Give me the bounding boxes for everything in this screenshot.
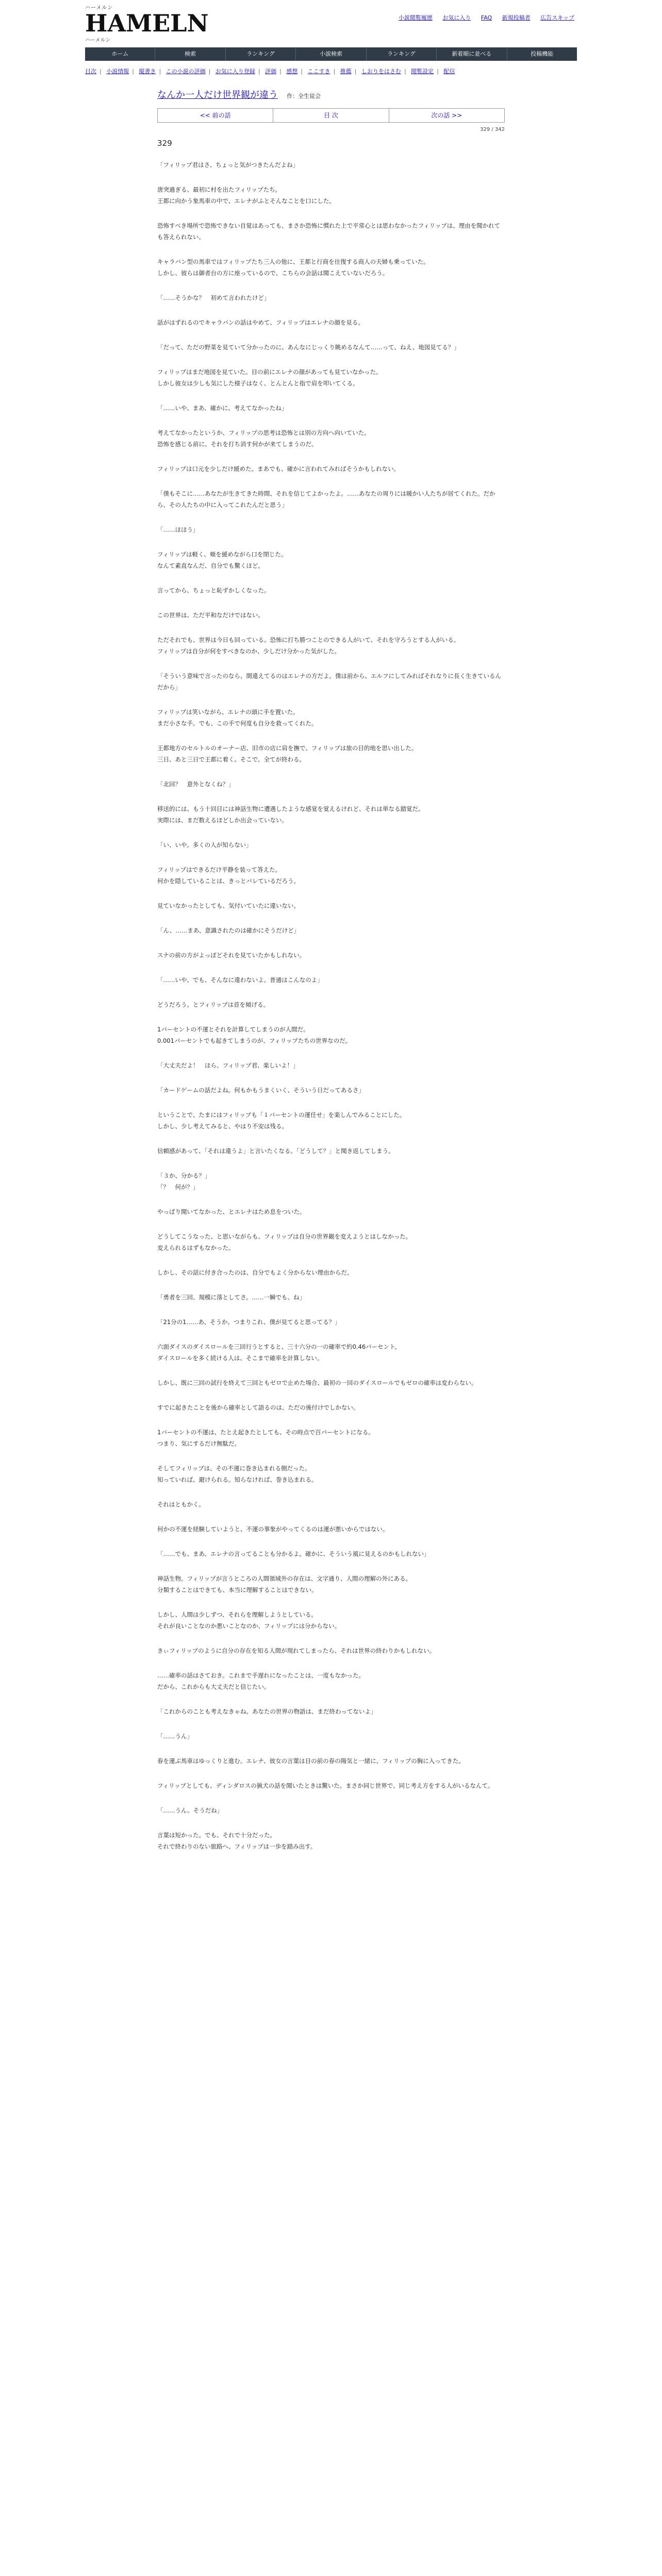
body-paragraph: ただそれでも、世界は今日も回っている。恐怖に打ち勝つことのできる人がいて、それを守ろうとする人がいる。 フィリップは自分が何をすべきなのか、少しだけ分かった気がした。 xyxy=(157,636,460,655)
body-paragraph: どうだろう。とフィリップは首を傾げる。 xyxy=(157,1001,270,1008)
body-paragraph: 見ていなかったとしても、気付いていたに違いない。 xyxy=(157,902,300,909)
body-paragraph: 「……でも、まあ、エレナの言ってることも分かるよ。確かに、そういう風に見えるのかもしれない」 xyxy=(157,1550,430,1557)
prev-episode-link[interactable]: << 前の話 xyxy=(158,109,273,122)
body-paragraph: 話がはずれるのでキャラバンの話はやめて、フィリップはエレナの顔を見る。 xyxy=(157,319,364,326)
logo-footer: ハーメルン xyxy=(85,38,111,43)
body-paragraph: フィリップは軽く、頬を緩めながら口を閉じた。 なんて素直なんだ、自分でも驚くほど。 xyxy=(157,551,287,569)
subnav-comments[interactable]: 感想 xyxy=(286,68,298,75)
novel-title[interactable]: なんか一人だけ世界観が違う xyxy=(157,90,278,100)
subnav-likes[interactable]: ここすき xyxy=(307,68,330,75)
body-paragraph: 「い、いや。多くの人が知らない」 xyxy=(157,841,252,849)
body-paragraph: どうしてこうなった、と思いながらも、フィリップは自分の世界観を変えようとはしなかった。 変えられるはずもなかった。 xyxy=(157,1233,412,1251)
body-paragraph: 「大丈夫だよ！ ほら、フィリップ君、楽しいよ！」 xyxy=(157,1062,299,1069)
body-paragraph: 何かの不運を経験していようと、不運の事象がやってくるのは運が悪いからではない。 xyxy=(157,1526,389,1533)
body-paragraph: この世界は、ただ平和なだけではない。 xyxy=(157,612,264,619)
nav-search[interactable]: 検索 xyxy=(155,47,225,61)
top-link-ad-skip[interactable]: 広告スキップ xyxy=(540,14,574,21)
body-paragraph: ということで、たまにはフィリップも「１パーセントの運任せ」を楽しんでみることにした。 しかし、少し考えてみると、やはり不安は残る。 xyxy=(157,1111,406,1130)
body-paragraph: キャラバン型の馬車ではフィリップたち三人の他に、王都と行商を往復する商人の夫婦も乗っていた。 しかし、彼らは御者台の方に座っているので、こちらの会話は聞こえていないだろう。 xyxy=(157,258,429,277)
logo-wordmark: HAMELN xyxy=(85,9,209,37)
subnav-rate[interactable]: この小説の評価 xyxy=(166,68,206,75)
body-paragraph: 「……うん」 xyxy=(157,1733,193,1740)
body-paragraph: 「……そうかな？ 初めて言われたけど」 xyxy=(157,294,270,301)
body-paragraph: 考えてなかったというか、フィリップの思考は恐怖とは別の方向へ向いていた。 恐怖を感じる前に、それを打ち消す何かが来てしまうのだ。 xyxy=(157,429,370,448)
body-paragraph: フィリップはまだ地図を見ていた。目の前にエレナの顔があっても見ていなかった。 しかし彼女は少しも気にした様子はなく、とんとんと指で肩を叩いてくる。 xyxy=(157,368,382,387)
main-nav xyxy=(85,47,577,61)
body-paragraph: 「カードゲームの話だよね。何もかもうまくいく、そういう日だってあるさ」 xyxy=(157,1087,365,1094)
novel-body xyxy=(157,159,505,1852)
site-logo[interactable] xyxy=(85,3,209,43)
body-paragraph: フィリップとしても、ディンダロスの猟犬の話を聞いたときは驚いた。まさか同じ世界で、同じ考え方をする人がいるなんて。 xyxy=(157,1782,494,1789)
author-name[interactable]: 作：全生徒会 xyxy=(287,93,321,99)
body-paragraph: 王都地方のセルトルのオーナー店、旧市の店に肩を撫で、フィリップは旅の目的地を思い出した。 三日、あと三日で王都に着く。そこで、全てが終わる。 xyxy=(157,744,418,763)
top-link-faq[interactable]: FAQ xyxy=(481,14,492,21)
body-paragraph: 六面ダイスのダイスロールを三回行うとすると、三十六分の一の確率で約0.46パーセント。 ダイスロールを多く続ける人は、そこまで確率を計算しない。 xyxy=(157,1343,401,1362)
body-paragraph: すでに起きたことを後から確率として語るのは、ただの後付けでしかない。 xyxy=(157,1404,359,1411)
body-paragraph: やっぱり聞いてなかった、とエレナはため息をついた。 xyxy=(157,1208,306,1215)
body-paragraph: 信頼感があって、「それは違うよ」と言いたくなる。「どうして？」と聞き返してしまう。 xyxy=(157,1147,394,1155)
nav-ranking[interactable]: ランキング xyxy=(226,47,296,61)
nav-post[interactable]: 投稿機能 xyxy=(531,50,554,57)
body-paragraph: 「そういう意味で言ったのなら、間違えてるのはエレナの方だよ。僕は前から、エルフにしてみればそれなりに長く生きているんだから」 xyxy=(157,672,501,691)
subnav-vertical[interactable]: 縦書き xyxy=(139,68,156,75)
body-paragraph: スナの前の方がよっぽどそれを見ていたかもしれない。 xyxy=(157,952,306,959)
body-paragraph: それはともかく。 xyxy=(157,1501,205,1508)
body-paragraph: 「北回？ 意外となくね？」 xyxy=(157,781,235,788)
subnav-favorite[interactable]: お気に入り登録 xyxy=(215,68,255,75)
body-paragraph: 移送的には、もう十回目には神話生物に遭遇したような感覚を覚えるけれど、それは単なる錯覚だ。 実際には、まだ数えるほどしか出会っていない。 xyxy=(157,805,424,824)
body-paragraph: 「……いや、でも、そんなに違わないよ。普通はこんなのよ」 xyxy=(157,976,323,984)
subnav-toc[interactable]: 目次 xyxy=(85,68,96,75)
body-paragraph: 「フィリップ君はさ、ちょっと気がつきたんだよね」 xyxy=(157,161,299,168)
body-paragraph: 唐突過ぎる、最初に村を出たフィリップたち。 王都に向かう象馬車の中で、エレナがふとそんなことを口にした。 xyxy=(157,186,335,205)
nav-ranking-2[interactable]: ランキング xyxy=(367,47,437,61)
top-link-favorites[interactable]: お気に入り xyxy=(442,14,471,21)
toc-link[interactable]: 目 次 xyxy=(273,109,389,122)
nav-novel-search[interactable]: 小説検索 xyxy=(296,47,366,61)
next-episode-link[interactable]: 次の話 >> xyxy=(431,112,462,119)
episode-count: 329 / 342 xyxy=(480,127,505,132)
nav-newest[interactable]: 新着順に並べる xyxy=(437,47,507,61)
body-paragraph: 「３か、分かる？」 「？ 何が？」 xyxy=(157,1172,211,1191)
body-paragraph: 1パーセントの不運とそれを計算してしまうのが人間だ。 0.001パーセントでも起きてしまうのが、フィリップたちの世界なのだ。 xyxy=(157,1026,352,1044)
subnav-recommend[interactable]: 推薦 xyxy=(340,68,352,75)
body-paragraph: 「これからのことも考えなきゃね。あなたの世界の物語は、まだ終わってないよ」 xyxy=(157,1708,377,1715)
body-paragraph: フィリップはできるだけ平静を装って答えた。 何かを隠していることは、きっとバレているだろう。 xyxy=(157,866,300,885)
body-paragraph: 「だって、ただの野菜を見ていて分かったのに、あんなにじっくり眺めるなんて……って、ねえ、地図見てる？」 xyxy=(157,344,460,351)
body-paragraph: 「……いや、まあ、確かに、考えてなかったね」 xyxy=(157,404,288,412)
body-paragraph: しかし、その話に付き合ったのは、自分でもよく分からない理由からだ。 xyxy=(157,1269,353,1276)
body-paragraph: フィリップは笑いながら、エレナの頭に手を置いた。 まだ小さな手。でも、この手で何度も自分を救ってくれた。 xyxy=(157,708,318,727)
top-link-new-author[interactable]: 新規投稿者 xyxy=(502,14,531,21)
body-paragraph: 言ってから、ちょっと恥ずかしくなった。 xyxy=(157,587,270,594)
body-paragraph: 「21分の1……あ、そうか。つまりこれ、僕が見てると思ってる？」 xyxy=(157,1318,341,1326)
top-link-history[interactable]: 小説閲覧履歴 xyxy=(398,14,433,21)
episode-pager xyxy=(157,108,505,123)
body-paragraph: 「……ほほう」 xyxy=(157,526,199,533)
body-paragraph: きぃフィリップのように自分の存在を知る人間が現れてしまったら、それは世界の終わりかもしれない。 xyxy=(157,1647,436,1654)
subnav-bookmark[interactable]: しおりをはさむ xyxy=(361,68,401,75)
top-links xyxy=(390,13,574,22)
novel-content xyxy=(157,88,505,1866)
subnav-settings[interactable]: 閲覧設定 xyxy=(411,68,434,75)
episode-title: 329 xyxy=(157,139,172,148)
body-paragraph: 1パーセントの不運は、たとえ起きたとしても、その時点で百パーセントになる。 つまり、気にするだけ無駄だ。 xyxy=(157,1429,374,1447)
logo-subtitle: ハーメルン xyxy=(85,5,113,11)
body-paragraph: 言葉は短かった。でも、それで十分だった。 それで終わりのない旅路へ、フィリップは一歩を踏み出す。 xyxy=(157,1832,317,1850)
body-paragraph: しかし、既に三回の試行を終えて三回ともゼロで止めた場合、最初の一回のダイスロールでもゼロの確率は変わらない。 xyxy=(157,1379,477,1386)
body-paragraph: ……確率の話はさておき。これまで手遅れになったことは、一度もなかった。 だから、これからも大丈夫だと信じたい。 xyxy=(157,1672,365,1690)
nav-home[interactable]: ホーム xyxy=(85,47,155,61)
subnav-evaluation[interactable]: 評価 xyxy=(265,68,277,75)
body-paragraph: 春を運ぶ馬車はゆっくりと進む。エレナ、彼女の言葉は目の前の春の陽気と一緒に、フィリップの胸に入ってきた。 xyxy=(157,1757,465,1765)
body-paragraph: そしてフィリップは、その不運に巻き込まれる側だった。 知っていれば、避けられる。知らなければ、巻き込まれる。 xyxy=(157,1465,318,1483)
body-paragraph: 「勇者を三回、規模に落としてさ。……一瞬でも、ね」 xyxy=(157,1294,306,1301)
subnav-info[interactable]: 小説情報 xyxy=(106,68,129,75)
body-paragraph: 神話生物。フィリップが言うところの人間領域外の存在は、文字通り、人間の理解の外にある。 分類することはできても、本当に理解することはできない。 xyxy=(157,1575,412,1594)
body-paragraph: フィリップは口元を少しだけ緩めた。まあでも、確かに言われてみればそうかもしれない。 xyxy=(157,465,400,472)
body-paragraph: 「僕もそこに……あなたが生きてきた時間、それを信じてよかったよ。……あなたの周りには暖かい人たちが居てくれた。だから、その人たちの中に入ってこれたんだと思う」 xyxy=(157,490,495,509)
novel-subnav: 目次 | 小説情報 | 縦書き | この小説の評価 | お気に入り登録 | 評価 | 感想 | ここすき | 推薦 | しおりをはさむ | 閲覧設定 | 配信 xyxy=(85,68,455,75)
body-paragraph: 「……うん。そうだね」 xyxy=(157,1807,223,1814)
body-paragraph: しかし、人間は少しずつ、それらを理解しようとしている。 それが良いことなのか悪いことなのか、フィリップには分からない。 xyxy=(157,1611,341,1630)
site-header xyxy=(0,0,662,43)
body-paragraph: 恐怖すべき場所で恐怖できない自覚はあっても、まさか恐怖に慣れた上で平常心とは思わなかったフィリップは、理由を聞かれても答えられない。 xyxy=(157,222,501,241)
subnav-share[interactable]: 配信 xyxy=(443,68,455,75)
body-paragraph: 「ん、……まあ、意識されたのは確かにそうだけど」 xyxy=(157,927,300,934)
